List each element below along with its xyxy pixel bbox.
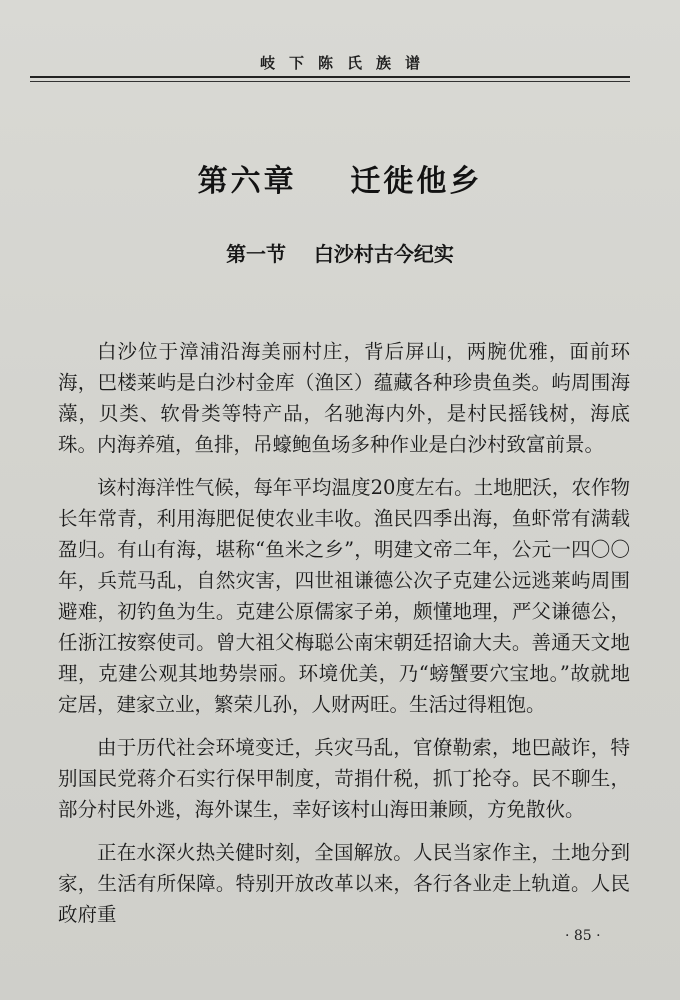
header-rule-thin [30, 81, 630, 82]
paragraph: 由于历代社会环境变迁，兵灾马乱，官僚勒索，地巴敲诈，特别国民党蒋介石实行保甲制度，苛捐什税，抓丁抡夺。民不聊生，部分村民外逃，海外谋生，幸好该村山海田兼顾，方免散伙。 [58, 736, 630, 821]
paragraph: 正在水深火热关健时刻，全国解放。人民当家作主，土地分到家，生活有所保障。特别开放改革以来，各行各业走上轨道。人民政府重 [58, 841, 630, 926]
body-text [58, 336, 630, 942]
section-title: 第一节 白沙村古今纪实 [226, 242, 454, 266]
running-header: 岐下陈氏族谱 [259, 54, 434, 72]
paragraph: 白沙位于漳浦沿海美丽村庄，背后屏山，两腕优雅，面前环海，巴楼莱屿是白沙村金库（渔区）蕴藏各种珍贵鱼类。屿周围海藻，贝类、软骨类等特产品，名驰海内外，是村民摇钱树，海底珠。内海养殖，鱼排，吊蠔鲍鱼场多种作业是白沙村致富前景。 [58, 340, 630, 456]
chapter-title: 第六章 迁徙他乡 [197, 164, 483, 199]
header-rule-thick [30, 76, 630, 78]
page-number: · 85 · [565, 928, 601, 944]
paragraph: 该村海洋性气候，每年平均温度20度左右。土地肥沃，农作物长年常青，利用海肥促使农业丰收。渔民四季出海，鱼虾常有满载盈归。有山有海，堪称“鱼米之乡”，明建文帝二年，公元一四〇〇年，兵荒马乱，自然灾害，四世祖谦德公次子克建公远逃莱屿周围避难，初钓鱼为生。克建公原儒家子弟，颇懂地理，严父谦德公，任浙江按察使司。曾大祖父梅聪公南宋朝廷招谕大夫。善通天文地理，克建公观其地势崇丽。环境优美，乃“螃蟹要穴宝地。”故就地定居，建家立业，繁荣儿孙，人财两旺。生活过得粗饱。 [58, 476, 630, 716]
